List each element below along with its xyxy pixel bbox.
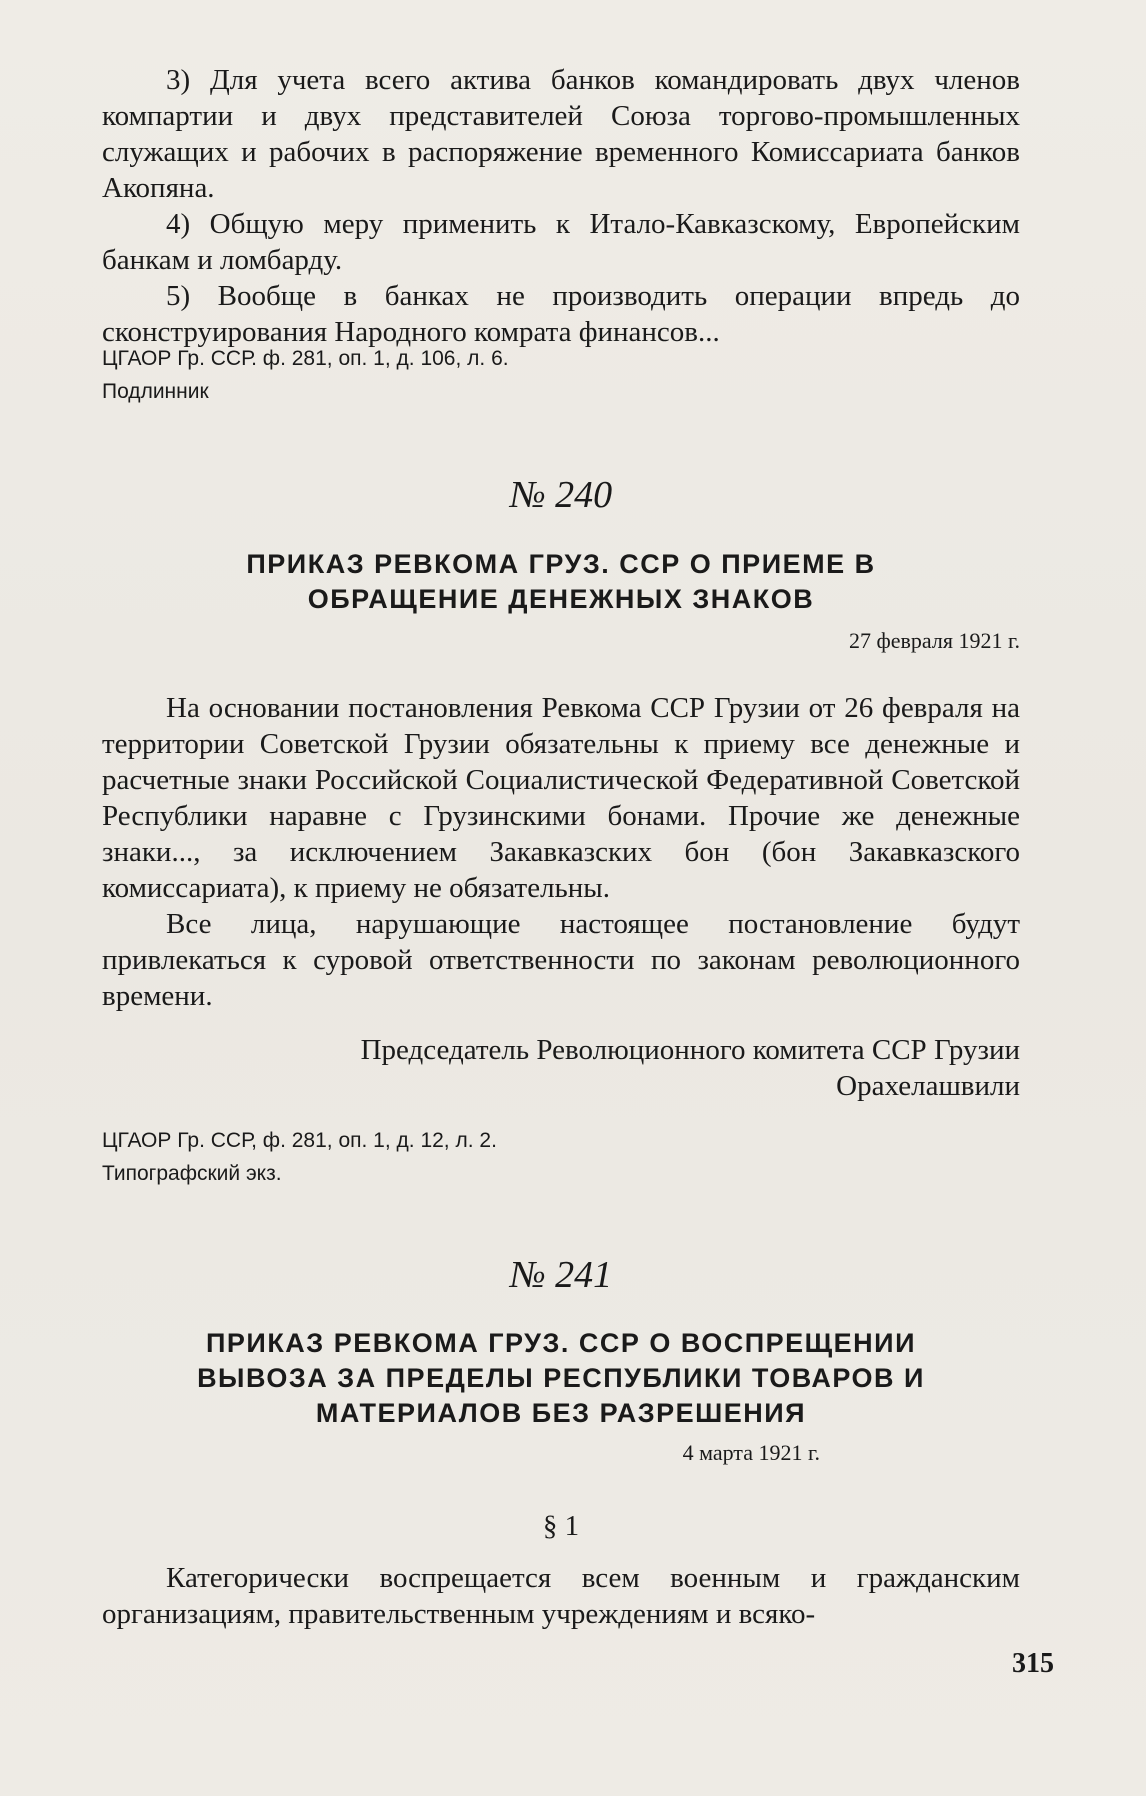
continued-text (102, 62, 1020, 350)
title-line: ОБРАЩЕНИЕ ДЕНЕЖНЫХ ЗНАКОВ (307, 584, 815, 614)
section-marker: § 1 (542, 1510, 580, 1542)
archive-reference-2 (102, 1124, 1020, 1190)
title-line: ПРИКАЗ РЕВКОМА ГРУЗ. ССР О ПРИЕМЕ В (246, 549, 876, 579)
item-3: 3) Для учета всего актива банков командировать двух членов компартии и двух представителей Союза торгово-промышленных служащих и рабочих в распоряжение временного Комиссариата банков Акопяна. (102, 64, 1020, 204)
document-number-241: № 241 (509, 1254, 613, 1296)
archive-note: Подлинник (102, 380, 209, 403)
page-number: 315 (1012, 1648, 1054, 1679)
signatory-name: Орахелашвили (836, 1070, 1020, 1102)
document-date-241: 4 марта 1921 г. (682, 1440, 820, 1465)
item-4: 4) Общую меру применить к Итало-Кавказскому, Европейским банкам и ломбарду. (102, 208, 1020, 276)
archive-source: ЦГАОР Гр. ССР. ф. 281, оп. 1, д. 106, л. 6. (102, 347, 509, 370)
document-title-240 (102, 547, 1020, 617)
document-title-241 (102, 1326, 1020, 1431)
title-line: ВЫВОЗА ЗА ПРЕДЕЛЫ РЕСПУБЛИКИ ТОВАРОВ И (197, 1363, 925, 1393)
signature-block (102, 1032, 1020, 1104)
paragraph: Все лица, нарушающие настоящее постановление будут привлекаться к суровой ответственности по законам революционного времени. (102, 908, 1020, 1012)
archive-note: Типографский экз. (102, 1162, 282, 1185)
paragraph: На основании постановления Ревкома ССР Грузии от 26 февраля на территории Советской Грузии обязательны к приему все денежные и расчетные знаки Российской Социалистической Федеративной Советской Республики наравне с Грузинскими бонами. Прочие же денежные знаки..., за исключением Закавказских бон (бон Закавказского комиссариата), к приему не обязательны. (102, 692, 1020, 904)
archive-reference-1 (102, 342, 1020, 408)
document-body-240 (102, 690, 1020, 1014)
title-line: МАТЕРИАЛОВ БЕЗ РАЗРЕШЕНИЯ (315, 1398, 807, 1428)
document-body-241 (102, 1560, 1020, 1632)
paragraph: Категорически воспрещается всем военным и гражданским организациям, правительственным учреждениям и всяко- (102, 1562, 1020, 1630)
item-5: 5) Вообще в банках не производить операции впредь до сконструирования Народного комрата финансов... (102, 280, 1020, 348)
title-line: ПРИКАЗ РЕВКОМА ГРУЗ. ССР О ВОСПРЕЩЕНИИ (206, 1328, 916, 1358)
document-date-240: 27 февраля 1921 г. (848, 628, 1020, 653)
archive-source: ЦГАОР Гр. ССР, ф. 281, оп. 1, д. 12, л. 2. (102, 1129, 497, 1152)
document-number-240: № 240 (509, 474, 613, 516)
signatory-role: Председатель Революционного комитета ССР Грузии (360, 1034, 1020, 1066)
